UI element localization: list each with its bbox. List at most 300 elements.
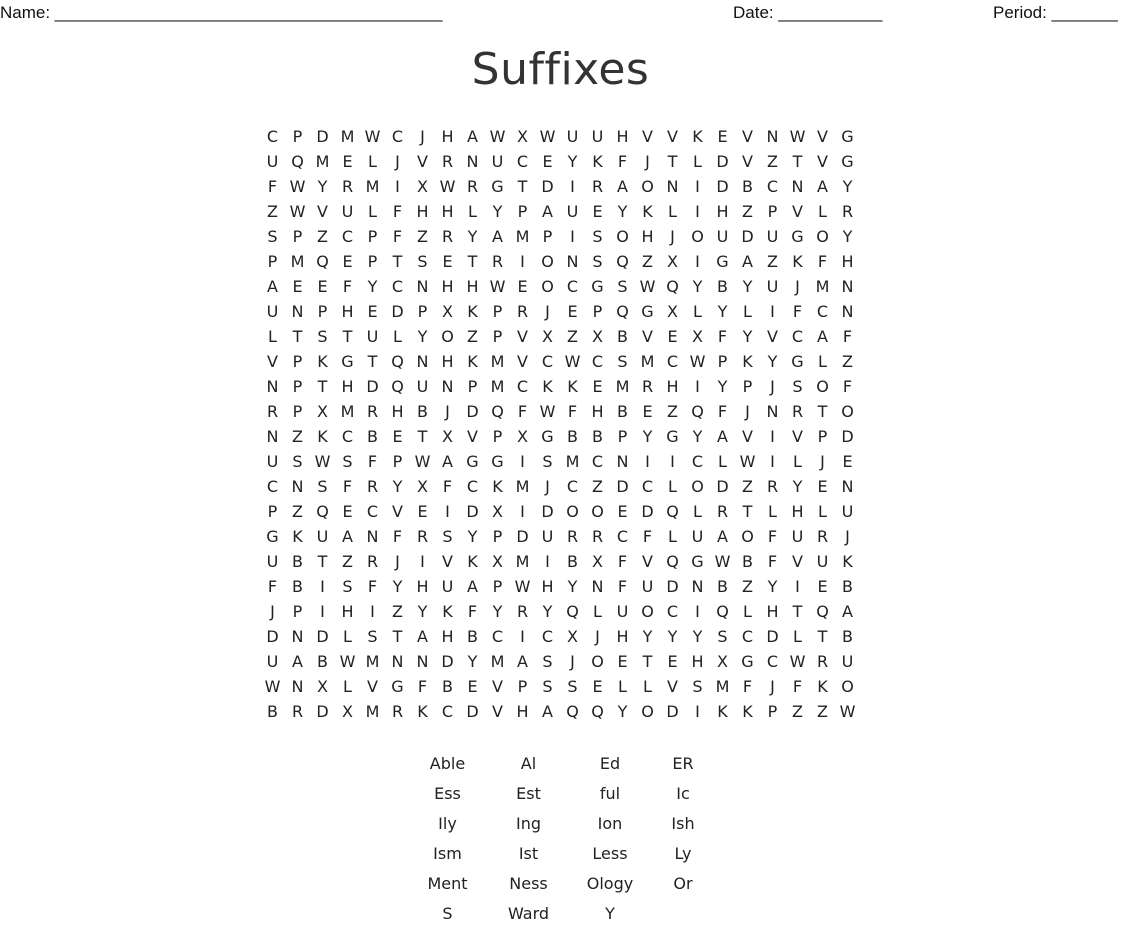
grid-cell: A <box>817 177 828 196</box>
grid-cell: Y <box>767 577 778 596</box>
grid-cell: R <box>816 527 829 546</box>
grid-cell: U <box>541 527 554 546</box>
grid-cell: U <box>766 277 779 296</box>
grid-cell: R <box>516 302 529 321</box>
grid-cell: P <box>542 227 553 246</box>
grid-cell: F <box>417 677 428 696</box>
grid-cell: P <box>492 427 503 446</box>
grid-cell: F <box>392 227 403 246</box>
grid-cell: T <box>642 652 653 671</box>
grid-cell: P <box>492 327 503 346</box>
grid-row <box>260 474 860 499</box>
grid-cell: R <box>791 402 804 421</box>
grid-cell: Q <box>616 302 629 321</box>
grid-cell: V <box>392 502 403 521</box>
grid-cell: J <box>570 652 575 671</box>
grid-cell: B <box>617 402 628 421</box>
grid-cell: S <box>542 652 553 671</box>
grid-cell: P <box>517 677 528 696</box>
name-field[interactable]: Name: _________________________________________ <box>0 3 443 22</box>
grid-cell: Y <box>467 527 478 546</box>
grid-cell: F <box>392 527 403 546</box>
grid-cell: T <box>417 427 428 446</box>
grid-cell: S <box>592 252 603 271</box>
grid-cell: L <box>768 502 777 521</box>
grid-cell: Q <box>566 602 579 621</box>
grid-cell: P <box>292 352 303 371</box>
grid-cell: P <box>817 427 828 446</box>
grid-cell: F <box>517 402 528 421</box>
grid-cell: U <box>566 127 579 146</box>
grid-cell: Z <box>742 577 753 596</box>
grid-cell: C <box>641 477 654 496</box>
grid-cell: Q <box>816 602 829 621</box>
grid-cell: X <box>317 402 328 421</box>
grid-cell: C <box>541 627 554 646</box>
grid-cell: K <box>742 702 753 721</box>
grid-cell: K <box>642 202 653 221</box>
grid-cell: N <box>566 252 579 271</box>
grid-cell: G <box>641 302 654 321</box>
grid-row <box>260 674 860 699</box>
grid-row <box>260 449 860 474</box>
grid-cell: V <box>517 352 528 371</box>
grid-cell: S <box>442 527 453 546</box>
grid-cell: P <box>592 302 603 321</box>
grid-cell: R <box>491 252 504 271</box>
grid-row <box>260 174 860 199</box>
word-bank-item: Ish <box>671 814 695 833</box>
grid-cell: O <box>641 702 654 721</box>
grid-cell: N <box>766 402 779 421</box>
grid-cell: W <box>264 677 281 696</box>
grid-cell: H <box>616 127 629 146</box>
grid-cell: D <box>466 702 479 721</box>
grid-cell: N <box>616 452 629 471</box>
period-field[interactable]: Period: _______ <box>993 3 1118 22</box>
grid-cell: W <box>714 552 731 571</box>
grid-cell: N <box>591 577 604 596</box>
grid-cell: H <box>766 602 779 621</box>
word-bank-item: Less <box>592 844 628 863</box>
grid-cell: S <box>267 227 278 246</box>
grid-cell: Y <box>667 627 678 646</box>
grid-cell: V <box>642 327 653 346</box>
grid-cell: E <box>567 302 578 321</box>
grid-cell: Y <box>717 377 728 396</box>
grid-cell: F <box>792 677 803 696</box>
grid-cell: G <box>741 652 754 671</box>
grid-cell: M <box>515 552 530 571</box>
grid-cell: H <box>441 127 454 146</box>
grid-cell: Z <box>267 202 278 221</box>
grid-cell: L <box>718 452 727 471</box>
grid-cell: Q <box>391 377 404 396</box>
grid-cell: S <box>567 677 578 696</box>
grid-cell: L <box>668 527 677 546</box>
grid-cell: W <box>639 277 656 296</box>
grid-cell: L <box>343 677 352 696</box>
grid-cell: V <box>417 152 428 171</box>
grid-cell: D <box>741 227 754 246</box>
grid-cell: D <box>441 652 454 671</box>
grid-cell: Z <box>842 352 853 371</box>
grid-cell: A <box>842 602 853 621</box>
grid-cell: J <box>770 377 775 396</box>
grid-cell: X <box>717 652 728 671</box>
grid-cell: S <box>542 452 553 471</box>
grid-cell: K <box>592 152 603 171</box>
grid-cell: T <box>367 352 378 371</box>
grid-cell: Y <box>642 427 653 446</box>
grid-cell: R <box>391 702 404 721</box>
grid-cell: E <box>842 452 853 471</box>
grid-cell: K <box>692 127 703 146</box>
word-bank-item: Ist <box>518 844 539 863</box>
grid-cell: I <box>695 177 700 196</box>
grid-cell: F <box>792 302 803 321</box>
grid-cell: H <box>416 577 429 596</box>
grid-cell: L <box>818 352 827 371</box>
grid-cell: Q <box>566 702 579 721</box>
grid-cell: Z <box>317 227 328 246</box>
grid-cell: W <box>514 577 531 596</box>
grid-cell: G <box>391 677 404 696</box>
grid-cell: I <box>520 502 525 521</box>
grid-cell: P <box>267 252 278 271</box>
grid-cell: C <box>666 602 679 621</box>
grid-cell: C <box>341 427 354 446</box>
grid-cell: V <box>517 327 528 346</box>
grid-cell: S <box>592 227 603 246</box>
grid-cell: H <box>666 377 679 396</box>
grid-cell: V <box>492 677 503 696</box>
grid-cell: E <box>342 502 353 521</box>
grid-cell: N <box>441 377 454 396</box>
grid-row <box>260 599 860 624</box>
grid-cell: P <box>467 377 478 396</box>
grid-cell: I <box>545 552 550 571</box>
grid-cell: V <box>367 677 378 696</box>
grid-cell: H <box>716 202 729 221</box>
grid-cell: V <box>267 352 278 371</box>
grid-cell: P <box>317 302 328 321</box>
grid-cell: O <box>641 602 654 621</box>
grid-cell: Y <box>392 477 403 496</box>
grid-cell: Y <box>692 427 703 446</box>
grid-cell: Q <box>316 252 329 271</box>
grid-cell: G <box>541 427 554 446</box>
grid-cell: L <box>593 602 602 621</box>
grid-row <box>260 699 860 724</box>
word-bank-item: Ed <box>599 754 621 773</box>
grid-cell: L <box>693 152 702 171</box>
grid-cell: R <box>716 502 729 521</box>
grid-cell: R <box>591 527 604 546</box>
grid-cell: B <box>267 702 278 721</box>
grid-cell: I <box>670 452 675 471</box>
date-field[interactable]: Date: ___________ <box>733 3 883 22</box>
grid-cell: M <box>515 227 530 246</box>
grid-cell: X <box>442 302 453 321</box>
grid-cell: C <box>541 352 554 371</box>
grid-cell: N <box>466 152 479 171</box>
grid-cell: H <box>541 577 554 596</box>
grid-cell: G <box>791 352 804 371</box>
grid-cell: Z <box>342 552 353 571</box>
grid-cell: X <box>542 327 553 346</box>
grid-cell: C <box>441 702 454 721</box>
grid-cell: A <box>442 452 453 471</box>
grid-cell: I <box>695 377 700 396</box>
grid-cell: L <box>343 627 352 646</box>
grid-cell: M <box>340 127 355 146</box>
grid-cell: X <box>567 627 578 646</box>
grid-cell: O <box>591 652 604 671</box>
grid-cell: V <box>792 202 803 221</box>
grid-cell: C <box>391 277 404 296</box>
grid-cell: W <box>414 452 431 471</box>
grid-row <box>260 549 860 574</box>
grid-row <box>260 649 860 674</box>
grid-cell: R <box>366 402 379 421</box>
grid-cell: D <box>841 427 854 446</box>
grid-cell: N <box>391 652 404 671</box>
grid-cell: G <box>841 152 854 171</box>
grid-cell: P <box>492 527 503 546</box>
grid-cell: F <box>742 677 753 696</box>
grid-cell: T <box>292 327 303 346</box>
grid-cell: Y <box>742 277 753 296</box>
grid-cell: U <box>591 127 604 146</box>
grid-cell: W <box>489 277 506 296</box>
grid-cell: R <box>366 552 379 571</box>
grid-cell: J <box>770 677 775 696</box>
grid-cell: Q <box>291 152 304 171</box>
grid-cell: J <box>445 402 450 421</box>
grid-cell: P <box>292 602 303 621</box>
grid-cell: K <box>467 352 478 371</box>
grid-cell: Y <box>417 327 428 346</box>
grid-cell: U <box>266 652 279 671</box>
grid-cell: D <box>666 577 679 596</box>
grid-cell: J <box>545 477 550 496</box>
grid-cell: C <box>591 352 604 371</box>
grid-cell: U <box>316 527 329 546</box>
grid-cell: O <box>541 252 554 271</box>
grid-cell: U <box>791 527 804 546</box>
grid-cell: U <box>616 602 629 621</box>
grid-row <box>260 199 860 224</box>
grid-cell: U <box>841 652 854 671</box>
grid-cell: R <box>266 402 279 421</box>
grid-cell: Z <box>567 327 578 346</box>
grid-cell: Q <box>666 277 679 296</box>
grid-cell: U <box>691 527 704 546</box>
grid-cell: K <box>817 677 828 696</box>
grid-cell: Z <box>767 152 778 171</box>
grid-cell: M <box>340 402 355 421</box>
grid-cell: H <box>591 402 604 421</box>
grid-cell: R <box>466 177 479 196</box>
grid-cell: E <box>292 277 303 296</box>
grid-cell: G <box>341 352 354 371</box>
grid-cell: X <box>517 127 528 146</box>
word-bank-item: Ing <box>515 814 541 833</box>
grid-cell: D <box>316 627 329 646</box>
grid-cell: Z <box>292 427 303 446</box>
grid-cell: E <box>642 402 653 421</box>
grid-cell: T <box>792 602 803 621</box>
grid-cell: V <box>317 202 328 221</box>
grid-cell: I <box>695 252 700 271</box>
grid-cell: T <box>467 252 478 271</box>
grid-cell: D <box>541 502 554 521</box>
word-bank-item: Or <box>673 874 693 893</box>
grid-cell: H <box>391 402 404 421</box>
grid-row <box>260 499 860 524</box>
grid-cell: Y <box>692 277 703 296</box>
grid-cell: J <box>420 127 425 146</box>
grid-cell: B <box>617 327 628 346</box>
grid-cell: R <box>341 177 354 196</box>
grid-cell: P <box>267 502 278 521</box>
grid-cell: I <box>695 702 700 721</box>
grid-cell: Z <box>792 702 803 721</box>
grid-cell: B <box>567 552 578 571</box>
grid-cell: C <box>766 177 779 196</box>
grid-cell: C <box>516 152 529 171</box>
grid-cell: Y <box>617 202 628 221</box>
grid-cell: V <box>817 127 828 146</box>
grid-cell: Z <box>642 252 653 271</box>
grid-row <box>260 149 860 174</box>
grid-cell: J <box>795 277 800 296</box>
grid-cell: V <box>767 327 778 346</box>
grid-cell: L <box>743 302 752 321</box>
grid-cell: L <box>368 152 377 171</box>
grid-cell: D <box>366 377 379 396</box>
grid-cell: A <box>517 652 528 671</box>
grid-cell: Y <box>492 602 503 621</box>
grid-cell: C <box>466 477 479 496</box>
grid-cell: W <box>364 127 381 146</box>
grid-cell: H <box>341 602 354 621</box>
grid-cell: U <box>266 452 279 471</box>
grid-cell: M <box>365 177 380 196</box>
grid-cell: P <box>717 352 728 371</box>
grid-cell: L <box>368 202 377 221</box>
grid-cell: B <box>367 427 378 446</box>
grid-cell: E <box>617 652 628 671</box>
grid-cell: D <box>616 477 629 496</box>
grid-cell: F <box>367 577 378 596</box>
grid-cell: B <box>292 552 303 571</box>
grid-cell: M <box>515 477 530 496</box>
grid-cell: L <box>818 202 827 221</box>
page-title: Suffixes <box>471 44 650 95</box>
grid-cell: O <box>691 477 704 496</box>
grid-cell: A <box>617 177 628 196</box>
grid-cell: Z <box>742 202 753 221</box>
grid-cell: E <box>392 427 403 446</box>
grid-cell: N <box>266 427 279 446</box>
grid-row <box>260 324 860 349</box>
grid-cell: A <box>492 227 503 246</box>
grid-cell: V <box>792 427 803 446</box>
grid-cell: H <box>341 377 354 396</box>
grid-cell: R <box>516 602 529 621</box>
grid-cell: J <box>820 452 825 471</box>
grid-cell: N <box>416 352 429 371</box>
grid-cell: J <box>595 627 600 646</box>
grid-cell: F <box>442 477 453 496</box>
grid-cell: T <box>392 627 403 646</box>
grid-cell: V <box>742 127 753 146</box>
grid-row <box>260 124 860 149</box>
grid-cell: C <box>791 327 804 346</box>
grid-cell: V <box>642 127 653 146</box>
grid-cell: M <box>290 252 305 271</box>
grid-cell: P <box>367 227 378 246</box>
grid-cell: B <box>592 427 603 446</box>
grid-cell: P <box>367 252 378 271</box>
grid-cell: D <box>316 127 329 146</box>
grid-cell: S <box>342 452 353 471</box>
grid-cell: N <box>666 177 679 196</box>
grid-cell: F <box>267 577 278 596</box>
grid-cell: E <box>342 252 353 271</box>
grid-cell: O <box>816 227 829 246</box>
grid-cell: A <box>417 627 428 646</box>
grid-cell: P <box>292 402 303 421</box>
grid-cell: G <box>466 452 479 471</box>
grid-cell: K <box>467 302 478 321</box>
grid-cell: A <box>742 252 753 271</box>
grid-cell: K <box>842 552 853 571</box>
grid-cell: X <box>667 252 678 271</box>
grid-cell: Y <box>842 227 853 246</box>
word-bank-item: Ology <box>586 874 634 893</box>
word-bank-item: Ly <box>674 844 692 863</box>
grid-cell: E <box>617 502 628 521</box>
grid-cell: Q <box>716 602 729 621</box>
grid-cell: S <box>617 352 628 371</box>
grid-cell: I <box>370 602 375 621</box>
grid-cell: B <box>417 402 428 421</box>
grid-cell: K <box>317 427 328 446</box>
grid-cell: I <box>445 502 450 521</box>
grid-cell: Z <box>767 252 778 271</box>
grid-cell: C <box>516 377 529 396</box>
grid-cell: L <box>793 452 802 471</box>
grid-cell: J <box>270 602 275 621</box>
grid-cell: C <box>491 627 504 646</box>
grid-cell: E <box>592 677 603 696</box>
grid-cell: K <box>742 352 753 371</box>
grid-cell: I <box>695 602 700 621</box>
grid-cell: Q <box>666 502 679 521</box>
grid-cell: W <box>339 652 356 671</box>
grid-cell: N <box>416 652 429 671</box>
grid-cell: V <box>467 427 478 446</box>
grid-cell: G <box>491 177 504 196</box>
grid-cell: D <box>266 627 279 646</box>
grid-cell: L <box>393 327 402 346</box>
grid-cell: G <box>266 527 279 546</box>
grid-cell: X <box>492 552 503 571</box>
grid-cell: M <box>715 677 730 696</box>
